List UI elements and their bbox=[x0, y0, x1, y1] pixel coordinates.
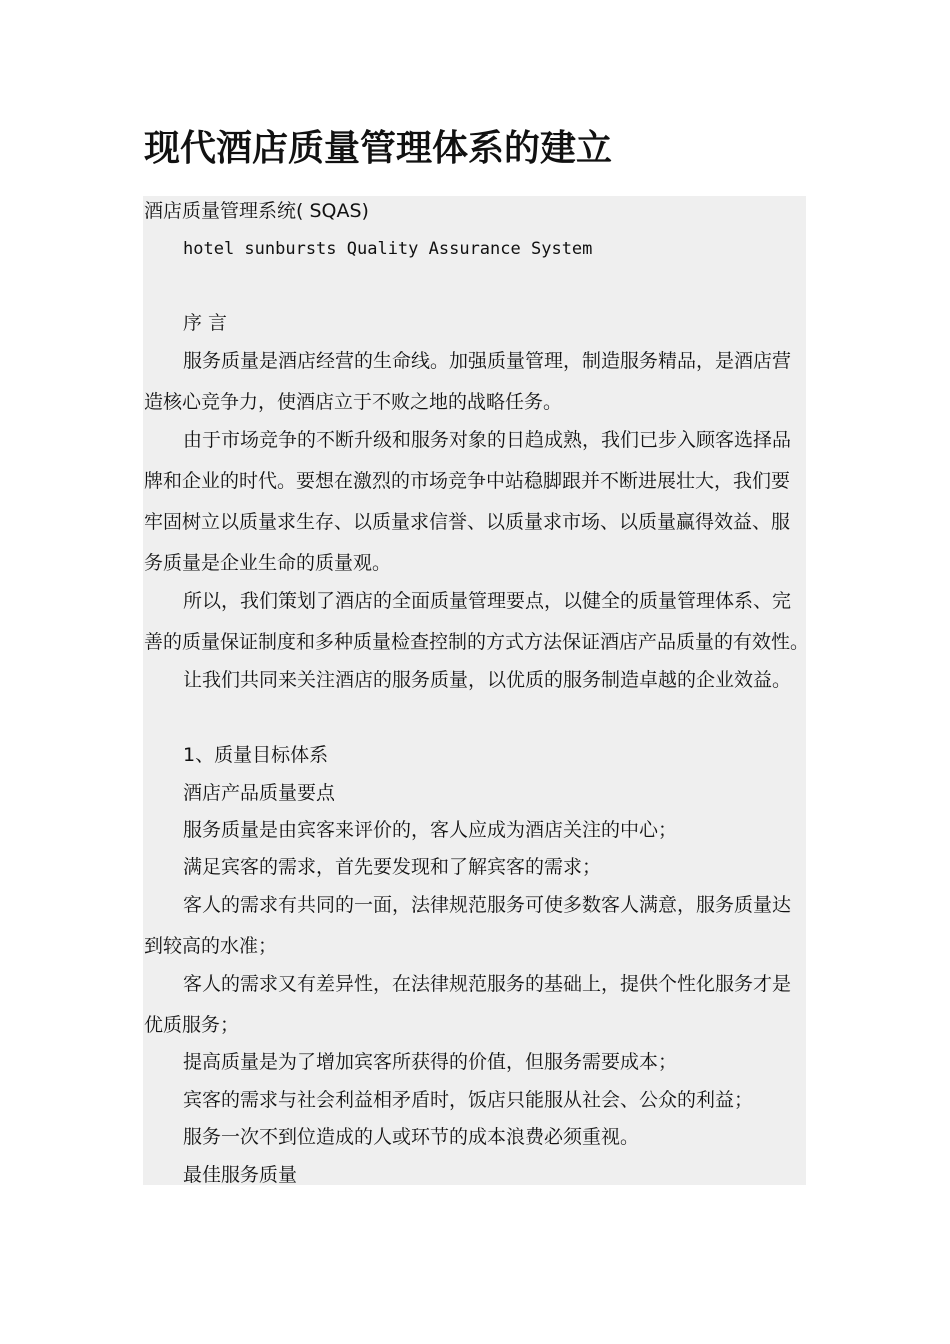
paragraph-line: 让我们共同来关注酒店的服务质量，以优质的服务制造卓越的企业效益。 bbox=[183, 669, 792, 691]
paragraph-line: 所以，我们策划了酒店的全面质量管理要点，以健全的质量管理体系、完 bbox=[183, 590, 792, 612]
list-item: 满足宾客的需求，首先要发现和了解宾客的需求； bbox=[183, 856, 602, 878]
paragraph-line: 牌和企业的时代。要想在激烈的市场竞争中站稳脚跟并不断进展壮大，我们要 bbox=[144, 470, 791, 492]
document-title: 现代酒店质量管理体系的建立 bbox=[144, 128, 613, 169]
paragraph-line: 牢固树立以质量求生存、以质量求信誉、以质量求市场、以质量赢得效益、服 bbox=[144, 511, 791, 533]
paragraph-line: 务质量是企业生命的质量观。 bbox=[144, 552, 392, 574]
subsection-heading: 最佳服务质量 bbox=[183, 1164, 298, 1186]
list-item: 客人的需求有共同的一面，法律规范服务可使多数客人满意，服务质量达 bbox=[183, 894, 792, 916]
paragraph-line: 善的质量保证制度和多种质量检查控制的方式方法保证酒店产品质量的有效性。 bbox=[144, 631, 810, 653]
paragraph-line: 服务质量是酒店经营的生命线。加强质量管理，制造服务精品，是酒店营 bbox=[183, 350, 792, 372]
preface-heading: 序 言 bbox=[183, 312, 228, 334]
system-name: 酒店质量管理系统( SQAS) bbox=[144, 200, 369, 222]
system-name-en: hotel sunbursts Quality Assurance System bbox=[183, 239, 593, 259]
list-item: 服务质量是由宾客来评价的，客人应成为酒店关注的中心； bbox=[183, 819, 678, 841]
list-item: 宾客的需求与社会利益相矛盾时，饭店只能服从社会、公众的利益； bbox=[183, 1089, 754, 1111]
list-item: 提高质量是为了增加宾客所获得的价值，但服务需要成本； bbox=[183, 1051, 678, 1073]
paragraph-line: 由于市场竞争的不断升级和服务对象的日趋成熟，我们已步入顾客选择品 bbox=[183, 429, 792, 451]
list-item: 客人的需求又有差异性，在法律规范服务的基础上，提供个性化服务才是 bbox=[183, 973, 792, 995]
list-item: 服务一次不到位造成的人或环节的成本浪费必须重视。 bbox=[183, 1126, 640, 1148]
list-item-continuation: 优质服务； bbox=[144, 1014, 240, 1036]
paragraph-line: 造核心竞争力，使酒店立于不败之地的战略任务。 bbox=[144, 391, 563, 413]
section-subheading: 酒店产品质量要点 bbox=[183, 782, 336, 804]
section-heading: 1、质量目标体系 bbox=[183, 744, 329, 766]
list-item-continuation: 到较高的水准； bbox=[144, 935, 278, 957]
